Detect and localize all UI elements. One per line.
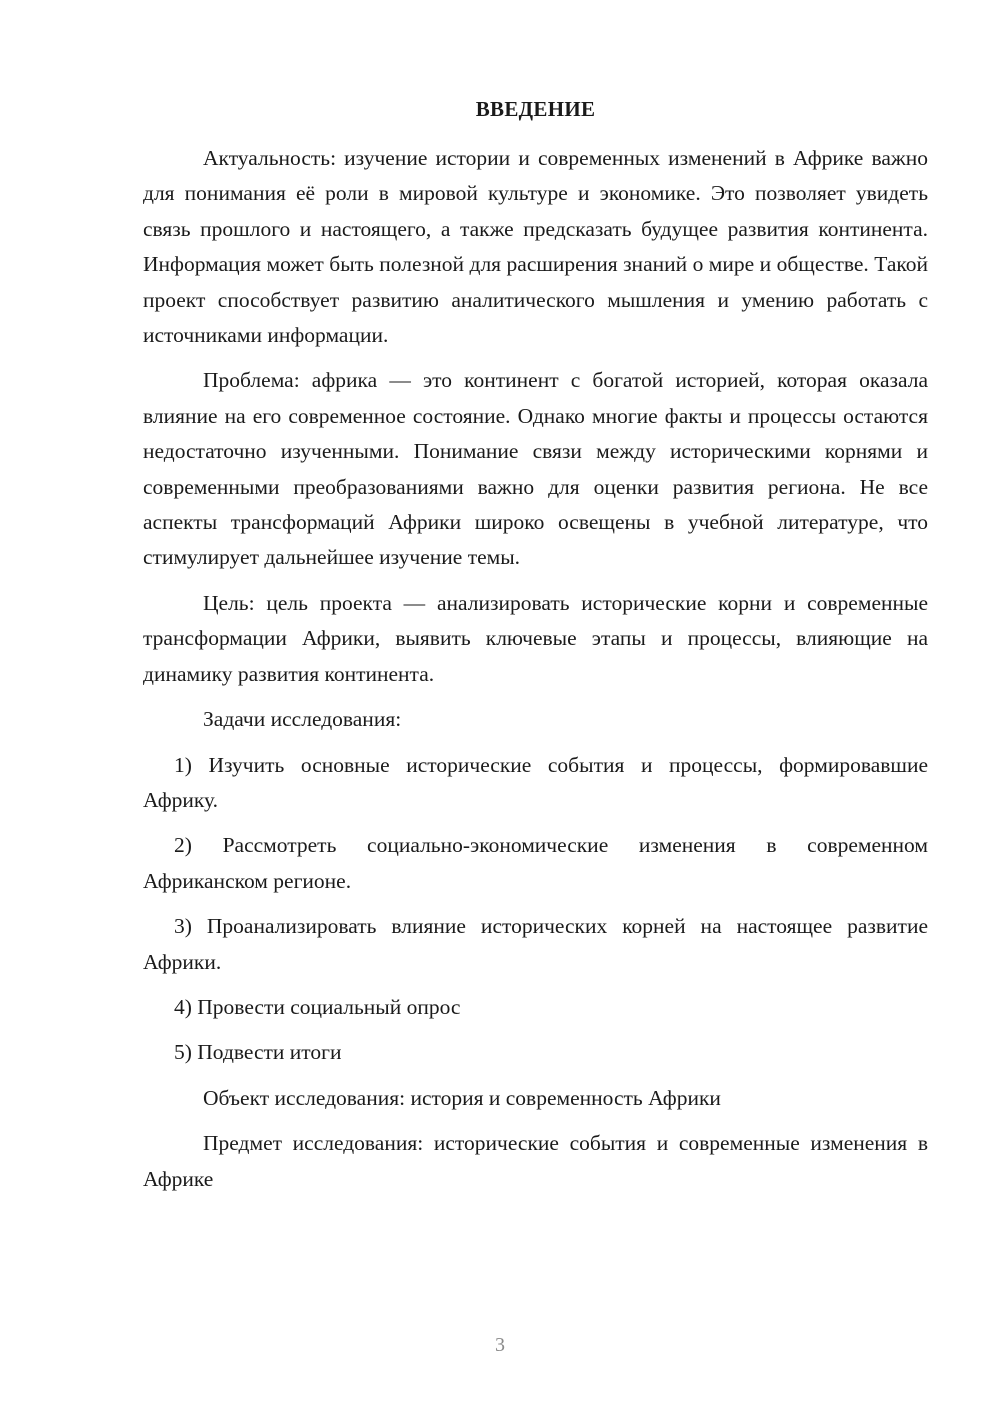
paragraph-relevance: Актуальность: изучение истории и современных изменений в Африке важно для понимания её роли в мировой культуре и экономике. Это позволяет увидеть связь прошлого и настоящего, а также предсказать будущее развития континента. Информация может быть полезной для расширения знаний о мире и обществе. Такой проект способствует развитию аналитического мышления и умению работать с источниками информации. xyxy=(143,146,928,348)
paragraph-problem: Проблема: африка — это континент с богатой историей, которая оказала влияние на его современное состояние. Однако многие факты и процессы остаются недостаточно изученными. Понимание связи между историческими корнями и современными преобразованиями важно для оценки развития региона. Не все аспекты трансформаций Африки широко освещены в учебной литературе, что стимулирует дальнейшее изучение темы. xyxy=(143,368,928,570)
page-number: 3 xyxy=(495,1334,505,1356)
task-item-2: 2) Рассмотреть социально-экономические изменения в современном Африканском регионе. xyxy=(143,833,928,893)
page-title: ВВЕДЕНИЕ xyxy=(475,97,596,121)
paragraph-subject: Предмет исследования: исторические события и современные изменения в Африке xyxy=(143,1131,928,1191)
paragraph-goal: Цель: цель проекта — анализировать исторические корни и современные трансформации Африки, выявить ключевые этапы и процессы, влияющие на динамику развития континента. xyxy=(143,590,928,686)
document-body xyxy=(143,141,928,1207)
paragraph-object: Объект исследования: история и современность Африки xyxy=(203,1085,721,1110)
task-item-3: 3) Проанализировать влияние исторических корней на настоящее развитие Африки. xyxy=(143,914,928,974)
task-item-4: 4) Провести социальный опрос xyxy=(174,994,461,1019)
task-item-5: 5) Подвести итоги xyxy=(174,1040,342,1065)
tasks-heading: Задачи исследования: xyxy=(203,707,402,732)
task-item-1: 1) Изучить основные исторические события и процессы, формировавшие Африку. xyxy=(143,752,928,812)
